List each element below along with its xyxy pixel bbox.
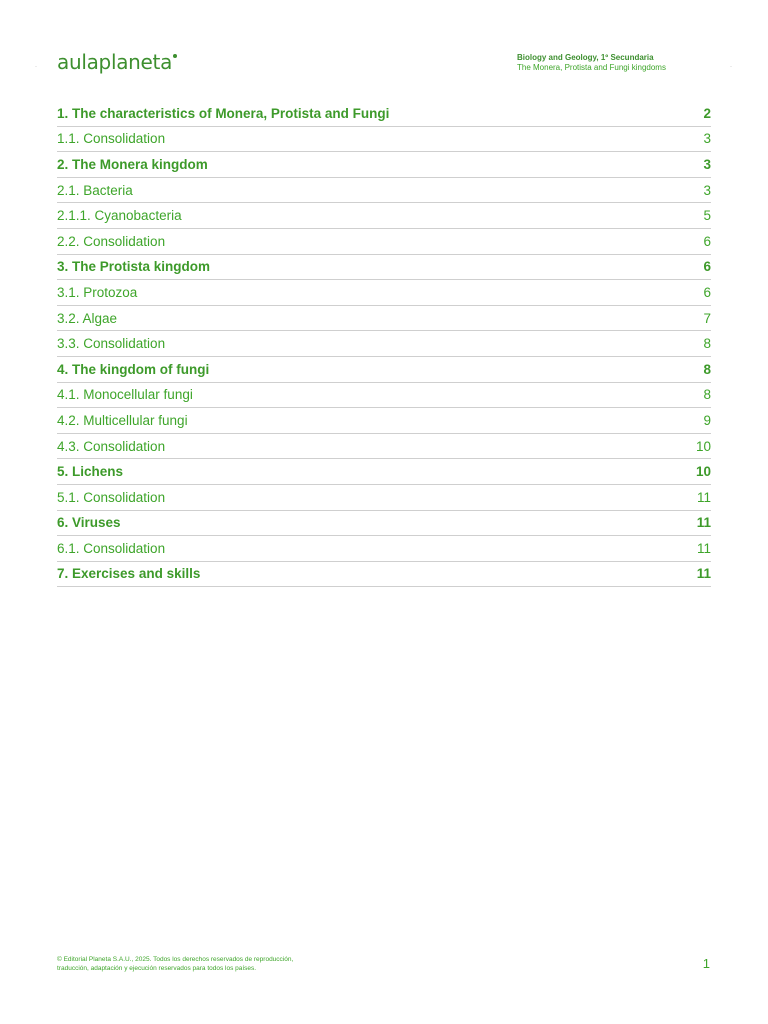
toc-entry[interactable] [57, 152, 711, 178]
toc-entry-label: 1. The characteristics of Monera, Protista and Fungi [57, 105, 390, 121]
page-number: 1 [702, 956, 710, 971]
logo-dot-icon [173, 54, 177, 58]
toc-entry[interactable] [57, 485, 711, 511]
toc-entry-page: 11 [696, 566, 711, 582]
toc-entry-label: 2. The Monera kingdom [57, 156, 208, 172]
toc-entry[interactable] [57, 229, 711, 255]
toc-entry-page: 9 [703, 412, 711, 428]
toc-entry-page: 6 [703, 233, 711, 249]
logo-text: aulaplaneta [57, 50, 173, 74]
toc-entry-label: 3.1. Protozoa [57, 284, 138, 300]
crop-mark-left: · [35, 64, 37, 70]
toc-entry-page: 2 [703, 105, 711, 121]
toc-entry[interactable] [57, 562, 711, 588]
toc-entry[interactable] [57, 306, 711, 332]
toc-entry[interactable] [57, 255, 711, 281]
toc-entry-label: 4. The kingdom of fungi [57, 361, 210, 377]
toc-entry-page: 7 [703, 310, 711, 326]
toc-entry[interactable] [57, 408, 711, 434]
toc-entry[interactable] [57, 127, 711, 153]
toc-entry-page: 3 [703, 156, 711, 172]
toc-entry-label: 5.1. Consolidation [57, 489, 166, 505]
toc-entry-label: 4.1. Monocellular fungi [57, 387, 193, 403]
toc-entry-label: 2.1.1. Cyanobacteria [57, 208, 182, 224]
toc-entry[interactable] [57, 178, 711, 204]
toc-entry-label: 2.2. Consolidation [57, 233, 166, 249]
toc-entry[interactable] [57, 280, 711, 306]
toc-entry-page: 10 [695, 464, 711, 480]
toc-entry-page: 6 [703, 284, 711, 300]
toc-entry-label: 4.3. Consolidation [57, 438, 166, 454]
toc-entry-page: 11 [696, 489, 711, 505]
toc-entry[interactable] [57, 357, 711, 383]
toc-entry-label: 4.2. Multicellular fungi [57, 412, 188, 428]
toc-entry-label: 3. The Protista kingdom [57, 259, 211, 275]
toc-entry-label: 7. Exercises and skills [57, 566, 201, 582]
toc-entry-label: 1.1. Consolidation [57, 131, 166, 147]
crop-mark-right: · [730, 64, 732, 70]
toc-entry[interactable] [57, 459, 711, 485]
toc-entry-page: 10 [695, 438, 711, 454]
toc-entry[interactable] [57, 101, 711, 127]
toc-entry-page: 3 [703, 131, 711, 147]
table-of-contents [57, 101, 711, 587]
toc-entry-page: 6 [703, 259, 711, 275]
copyright-notice [57, 956, 293, 973]
toc-entry[interactable] [57, 203, 711, 229]
toc-entry[interactable] [57, 383, 711, 409]
subject-title: Biology and Geology, 1º Secundaria [517, 53, 654, 62]
toc-entry[interactable] [57, 331, 711, 357]
toc-entry-label: 6. Viruses [57, 515, 121, 531]
toc-entry-label: 5. Lichens [57, 464, 124, 480]
toc-entry-page: 11 [696, 540, 711, 556]
toc-entry-page: 5 [703, 208, 711, 224]
toc-entry-page: 3 [703, 182, 711, 198]
copyright-line-2: traducción, adaptación y ejecución reservados para todos los países. [57, 964, 257, 972]
toc-entry-page: 8 [703, 361, 711, 377]
toc-entry-label: 3.3. Consolidation [57, 336, 166, 352]
brand-logo [57, 50, 177, 74]
toc-entry[interactable] [57, 511, 711, 537]
toc-entry-label: 3.2. Algae [57, 310, 118, 326]
toc-entry[interactable] [57, 536, 711, 562]
toc-entry[interactable] [57, 434, 711, 460]
toc-entry-page: 11 [696, 515, 711, 531]
copyright-line-1: © Editorial Planeta S.A.U., 2025. Todos los derechos reservados de reproducción, [57, 956, 294, 963]
topic-title: The Monera, Protista and Fungi kingdoms [517, 63, 666, 72]
toc-entry-label: 6.1. Consolidation [57, 540, 166, 556]
toc-entry-page: 8 [703, 336, 711, 352]
document-header [517, 53, 666, 73]
toc-entry-page: 8 [703, 387, 711, 403]
toc-entry-label: 2.1. Bacteria [57, 182, 133, 198]
